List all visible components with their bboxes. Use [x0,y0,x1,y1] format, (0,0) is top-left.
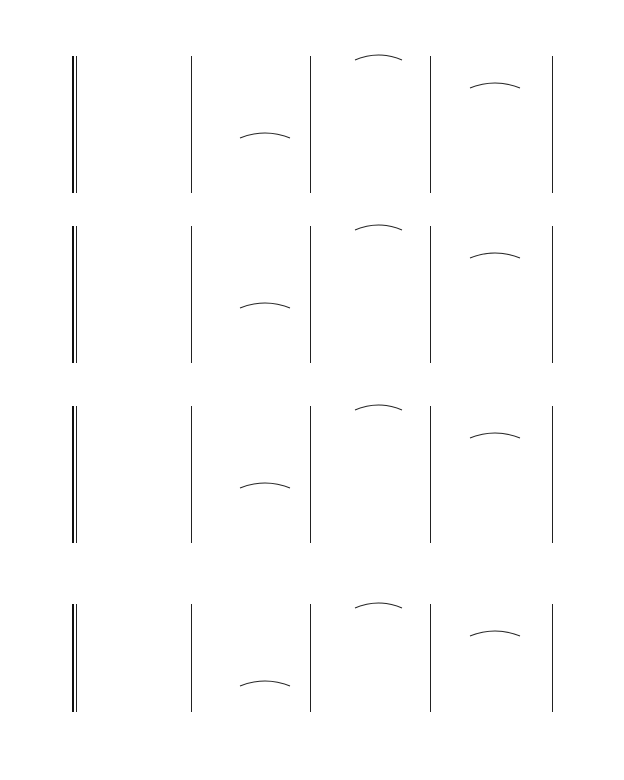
slur-layer [0,610,624,780]
slur-mark [470,631,520,636]
slur-mark [470,253,520,258]
slur-mark [355,603,402,608]
slur-mark [470,433,520,438]
slur-mark [240,483,290,488]
slur-mark [355,55,402,60]
slur-layer [0,62,624,232]
slur-layer [0,412,624,582]
slur-mark [240,133,290,138]
slur-layer [0,232,624,402]
slur-mark [470,83,520,88]
slur-mark [355,405,402,410]
slur-mark [240,681,290,686]
slur-mark [240,303,290,308]
